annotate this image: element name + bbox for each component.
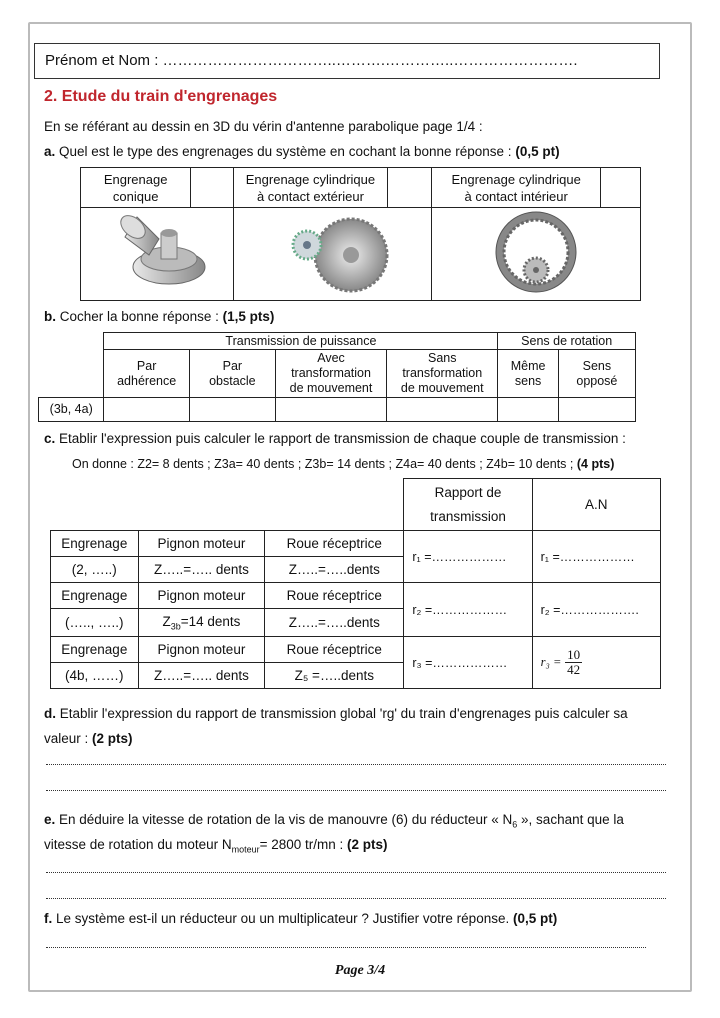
z-pignon-field[interactable]: Z…..=….. dents (138, 557, 265, 583)
r3-an-value (532, 637, 660, 689)
question-d (44, 705, 628, 723)
gear-type-table (80, 167, 641, 301)
col-label: transformation (291, 366, 371, 380)
option-label: conique (112, 188, 159, 204)
answer-line[interactable] (46, 898, 666, 899)
pignon-label: Pignon moteur (138, 637, 265, 663)
question-f (44, 910, 557, 928)
col-avec-transformation (275, 350, 386, 398)
option-label: Engrenage (103, 171, 168, 187)
question-e-points: (2 pts) (347, 837, 388, 852)
col-label: obstacle (209, 373, 256, 388)
question-e-line2 (44, 836, 388, 859)
empty-corner (39, 350, 104, 398)
empty-corner (51, 479, 404, 531)
z-value: =14 dents (180, 613, 241, 629)
col-label: de mouvement (289, 381, 373, 395)
engrenage-label: Engrenage (51, 583, 139, 609)
fraction-denominator: 42 (567, 662, 581, 677)
transmission-table (38, 332, 636, 422)
pair-label[interactable]: (2, …..) (51, 557, 139, 583)
checkbox-interieur[interactable] (600, 168, 640, 208)
z-roue-field[interactable]: Z…..=…..dents (265, 557, 404, 583)
section-title: 2. Etude du train d'engrenages (44, 88, 278, 105)
col-rapport-l2: transmission (430, 508, 506, 524)
r2-field[interactable]: r₂ =……………… (404, 583, 532, 637)
col-label: de mouvement (400, 381, 484, 395)
question-e-sub: 6 (512, 819, 518, 830)
question-b-label: b. (44, 309, 56, 324)
question-e-text2: vitesse de rotation du moteur N (44, 837, 232, 852)
col-label: adhérence (117, 373, 177, 388)
question-b-points: (1,5 pts) (222, 309, 275, 324)
col-rapport (404, 479, 532, 531)
roue-label: Roue réceptrice (265, 583, 404, 609)
col-label: Par (222, 358, 243, 373)
checkbox-conique[interactable] (191, 168, 233, 208)
group-rotation: Sens de rotation (498, 333, 636, 350)
bevel-gear-image (81, 208, 234, 301)
col-rapport-l1: Rapport de (434, 484, 502, 500)
engrenage-label: Engrenage (51, 531, 139, 557)
question-b-text: Cocher la bonne réponse : (56, 309, 223, 324)
col-obstacle (189, 350, 275, 398)
col-label: Sens (582, 358, 612, 373)
col-label: Avec (317, 351, 345, 365)
r1-an-field[interactable]: r₁ =……………… (532, 531, 660, 583)
roue-label: Roue réceptrice (265, 637, 404, 663)
answer-line[interactable] (46, 790, 666, 791)
z-roue-field[interactable]: Z₅ =…..dents (265, 663, 404, 689)
checkbox-avec-transformation[interactable] (275, 398, 386, 422)
question-d-text2: valeur : (44, 731, 93, 746)
option-interieur (432, 168, 600, 208)
question-e-label: e. (44, 812, 56, 827)
question-a-label: a. (44, 144, 56, 159)
pair-label[interactable]: (….., …..) (51, 609, 139, 637)
checkbox-sans-transformation[interactable] (387, 398, 498, 422)
r3-label: r₃ = (540, 655, 562, 670)
question-c-text: Etablir l'expression puis calculer le rapport de transmission de chaque couple de transmission : (55, 431, 626, 446)
question-e-text2-post: = 2800 tr/mn : (259, 837, 348, 852)
r1-field[interactable]: r₁ =……………… (404, 531, 532, 583)
checkbox-meme-sens[interactable] (498, 398, 558, 422)
col-sans-transformation (387, 350, 498, 398)
option-label: à contact intérieur (464, 188, 568, 204)
group-transmission: Transmission de puissance (104, 333, 498, 350)
question-b (44, 308, 274, 326)
question-e-sub2: moteur (231, 844, 260, 855)
question-f-points: (0,5 pt) (512, 911, 558, 926)
fraction-numerator: 10 (567, 647, 581, 662)
answer-line[interactable] (46, 947, 646, 948)
question-d-points: (2 pts) (92, 731, 133, 746)
col-label: Sans (428, 351, 457, 365)
intro-text: En se référant au dessin en 3D du vérin d'antenne parabolique page 1/4 : (44, 119, 483, 134)
question-d-label: d. (44, 706, 56, 721)
name-field[interactable] (34, 43, 660, 79)
z-pignon-field[interactable]: Z…..=….. dents (138, 663, 265, 689)
empty-corner (39, 333, 104, 350)
option-exterieur (233, 168, 387, 208)
checkbox-sens-oppose[interactable] (558, 398, 635, 422)
question-e-text: En déduire la vitesse de rotation de la vis de manouvre (6) du réducteur « N (55, 812, 513, 827)
pignon-label: Pignon moteur (138, 531, 265, 557)
pair-label[interactable]: (4b, ……) (51, 663, 139, 689)
option-label: Engrenage cylindrique (245, 171, 376, 187)
pignon-label: Pignon moteur (138, 583, 265, 609)
page-number: Page 3/4 (334, 963, 386, 978)
z-subscript: 3b (170, 621, 181, 632)
question-a (44, 143, 560, 161)
checkbox-obstacle[interactable] (189, 398, 275, 422)
question-e (44, 811, 624, 834)
internal-gear-image (432, 208, 641, 301)
r3-fraction (565, 648, 582, 677)
given-data (72, 455, 614, 473)
col-label: opposé (576, 373, 618, 388)
question-a-text: Quel est le type des engrenages du système en cochant la bonne réponse : (55, 144, 516, 159)
option-conique (81, 168, 191, 208)
question-f-text: Le système est-il un réducteur ou un multiplicateur ? Justifier votre réponse. (52, 911, 513, 926)
col-label: sens (514, 373, 542, 388)
r3-field[interactable]: r₃ =……………… (404, 637, 532, 689)
col-an: A.N (532, 479, 660, 531)
roue-label: Roue réceptrice (265, 531, 404, 557)
engrenage-label: Engrenage (51, 637, 139, 663)
question-f-label: f. (44, 911, 53, 926)
col-meme-sens (498, 350, 558, 398)
question-a-points: (0,5 pt) (515, 144, 560, 159)
name-label: Prénom et Nom : ……………………………..……….…………..……………………. (45, 52, 578, 69)
question-c-label: c. (44, 431, 56, 446)
z-letter: Z (162, 613, 171, 629)
option-label: à contact extérieur (256, 188, 364, 204)
r2-an-field[interactable]: r₂ =………………. (532, 583, 660, 637)
answer-line[interactable] (46, 872, 666, 873)
col-label: Même (510, 358, 546, 373)
col-sens-oppose (558, 350, 635, 398)
question-c-points: (4 pts) (576, 457, 615, 471)
z-roue-field[interactable]: Z…..=…..dents (265, 609, 404, 637)
question-e-text-end: », sachant que la (517, 812, 624, 827)
checkbox-adherence[interactable] (104, 398, 189, 422)
col-label: transformation (402, 366, 483, 380)
question-d-text: Etablir l'expression du rapport de transmission global 'rg' du train d'engrenages puis calculer sa (56, 706, 628, 721)
answer-line[interactable] (46, 764, 666, 765)
given-text: On donne : Z2= 8 dents ; Z3a= 40 dents ; Z3b= 14 dents ; Z4a= 40 dents ; Z4b= 10 dents ; (72, 457, 577, 471)
col-label: Par (136, 358, 157, 373)
option-label: Engrenage cylindrique (451, 171, 581, 187)
checkbox-exterieur[interactable] (388, 168, 432, 208)
question-d-line2 (44, 730, 133, 748)
row-label: (3b, 4a) (39, 398, 104, 422)
external-spur-gear-image (233, 208, 432, 301)
ratio-table (50, 478, 661, 689)
z3b-value (138, 609, 265, 637)
col-adherence (104, 350, 189, 398)
question-c (44, 430, 626, 448)
